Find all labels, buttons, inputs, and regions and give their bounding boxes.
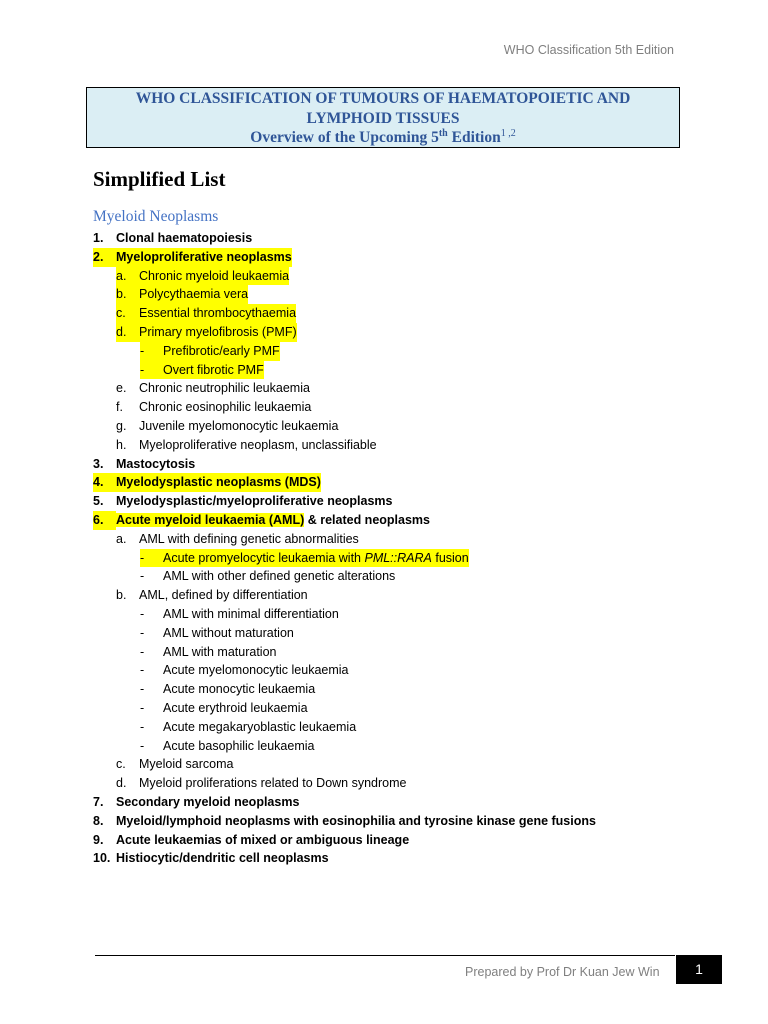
list-item: - AML without maturation bbox=[140, 625, 294, 640]
list-item: h. Myeloproliferative neoplasm, unclassifiable bbox=[116, 437, 377, 452]
list-item: - AML with minimal differentiation bbox=[140, 606, 339, 621]
list-item: - Acute promyelocytic leukaemia with PML::RARA fusion bbox=[0, 549, 768, 568]
list-item: 10. Histiocytic/dendritic cell neoplasms bbox=[93, 851, 329, 866]
list-item: c. Myeloid sarcoma bbox=[116, 757, 234, 772]
title-line-2: LYMPHOID TISSUES bbox=[306, 109, 460, 127]
list-item: - Acute myelomonocytic leukaemia bbox=[140, 663, 349, 678]
list-item: 7. Secondary myeloid neoplasms bbox=[93, 794, 300, 809]
list-item: 6. Acute myeloid leukaemia (AML) & related neoplasms bbox=[0, 511, 768, 530]
list-item: b. AML, defined by differentiation bbox=[116, 588, 308, 603]
page-heading: Simplified List bbox=[93, 167, 226, 191]
list-item: d. Myeloid proliferations related to Down syndrome bbox=[116, 776, 407, 791]
list-item: 2. Myeloproliferative neoplasms bbox=[0, 248, 768, 267]
list-item: g. Juvenile myelomonocytic leukaemia bbox=[116, 418, 339, 433]
list-item: c. Essential thrombocythaemia bbox=[0, 304, 768, 323]
title-line-3-text: Overview of the Upcoming 5 bbox=[250, 129, 439, 146]
classification-list bbox=[0, 229, 768, 868]
list-item: - Prefibrotic/early PMF bbox=[0, 342, 768, 361]
list-item: - Acute basophilic leukaemia bbox=[140, 738, 315, 753]
title-references: 1 ,2 bbox=[500, 127, 516, 139]
list-item: 9. Acute leukaemias of mixed or ambiguous lineage bbox=[93, 832, 410, 847]
title-line-3-suffix: Edition bbox=[447, 129, 501, 146]
list-item: 8. Myeloid/lymphoid neoplasms with eosinophilia and tyrosine kinase gene fusions bbox=[93, 813, 596, 828]
list-item: 3. Mastocytosis bbox=[93, 456, 196, 471]
list-item: e. Chronic neutrophilic leukaemia bbox=[116, 381, 310, 396]
footer-author: Prepared by Prof Dr Kuan Jew Win bbox=[465, 965, 660, 979]
title-line-3 bbox=[87, 128, 679, 148]
list-item: - Acute megakaryoblastic leukaemia bbox=[140, 719, 357, 734]
list-item: 1. Clonal haematopoiesis bbox=[93, 231, 253, 245]
list-item: d. Primary myelofibrosis (PMF) bbox=[0, 323, 768, 342]
list-item: - AML with maturation bbox=[140, 644, 277, 659]
running-header: WHO Classification 5th Edition bbox=[503, 43, 674, 57]
title-line-1: WHO CLASSIFICATION OF TUMOURS OF HAEMATOPOIETIC AND bbox=[135, 90, 631, 107]
list-item: 4. Myelodysplastic neoplasms (MDS) bbox=[0, 473, 768, 492]
list-item: a. Chronic myeloid leukaemia bbox=[0, 267, 768, 286]
list-item: - Overt fibrotic PMF bbox=[0, 361, 768, 380]
list-item: a. AML with defining genetic abnormalities bbox=[116, 531, 359, 546]
list-item: - AML with other defined genetic alterations bbox=[140, 569, 396, 584]
page-number: 1 bbox=[676, 955, 722, 984]
list-item: - Acute monocytic leukaemia bbox=[140, 682, 316, 697]
section-heading: Myeloid Neoplasms bbox=[93, 208, 219, 225]
list-item: b. Polycythaemia vera bbox=[0, 285, 768, 304]
footer-rule bbox=[95, 955, 675, 956]
list-item: 5. Myelodysplastic/myeloproliferative neoplasms bbox=[93, 494, 393, 509]
list-item: f. Chronic eosinophilic leukaemia bbox=[116, 400, 312, 415]
title-box bbox=[86, 87, 680, 148]
title-superscript: th bbox=[438, 127, 448, 139]
list-item: - Acute erythroid leukaemia bbox=[140, 700, 308, 715]
